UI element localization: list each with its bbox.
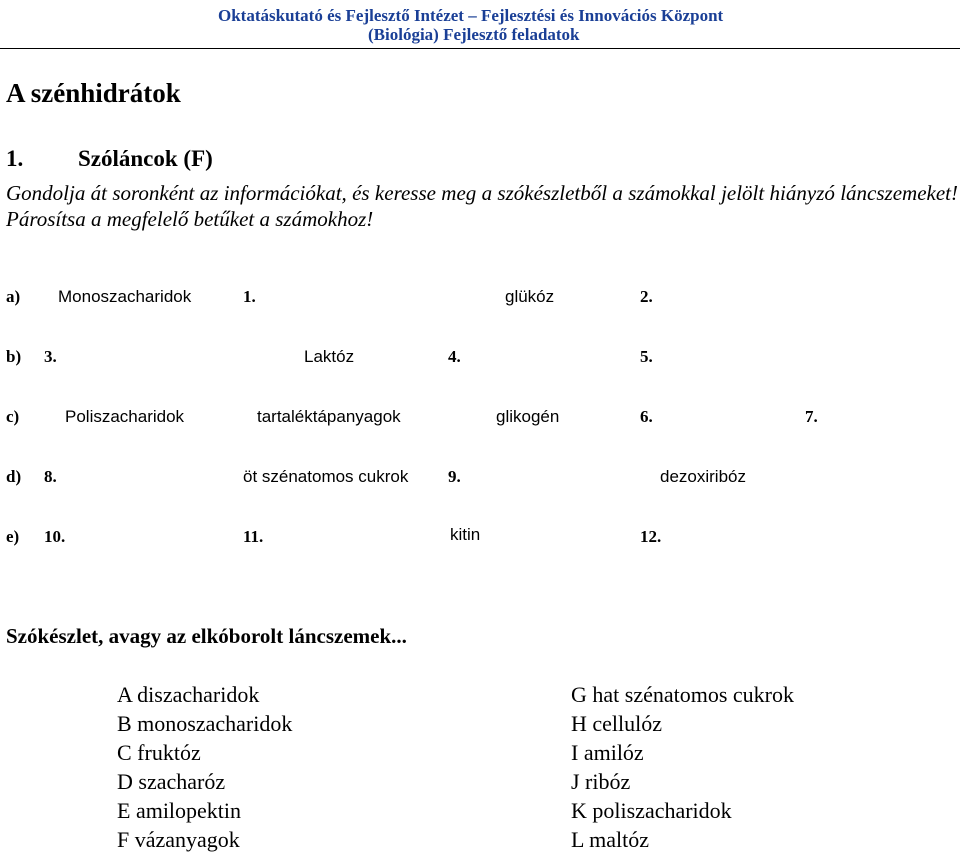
section-title — [6, 146, 213, 172]
wordbank-item: K poliszacharidok — [571, 798, 732, 823]
section-number: 1. — [6, 146, 24, 171]
wordbank-item: B monoszacharidok — [117, 711, 293, 736]
chain-cell: tartaléktápanyagok — [257, 407, 401, 426]
blank-slot: 3. — [44, 347, 57, 366]
header-subject: (Biológia) Fejlesztő feladatok — [368, 25, 580, 44]
wordbank-title: Szókészlet, avagy az elkóborolt láncszemek... — [6, 624, 407, 648]
wordbank-item: J ribóz — [571, 769, 631, 794]
wordbank-item: D szacharóz — [117, 769, 226, 794]
row-label-a: a) — [6, 287, 21, 306]
blank-slot: 2. — [640, 287, 653, 306]
wordbank-left-column — [117, 680, 292, 854]
chain-cell: Monoszacharidok — [58, 287, 192, 306]
chain-cell: Poliszacharidok — [65, 407, 185, 426]
header-institute: Oktatáskutató és Fejlesztő Intézet – Fejlesztési és Innovációs Központ — [218, 6, 724, 25]
blank-slot: 6. — [640, 407, 653, 426]
row-label-d: d) — [6, 467, 22, 486]
chain-cell: öt szénatomos cukrok — [243, 467, 409, 486]
row-label-b: b) — [6, 347, 22, 366]
chain-cell: glükóz — [505, 287, 555, 306]
blank-slot: 9. — [448, 467, 461, 486]
wordbank-item: E amilopektin — [117, 798, 242, 823]
blank-slot: 8. — [44, 467, 57, 486]
blank-slot: 7. — [805, 407, 818, 426]
chain-cell: Laktóz — [304, 347, 355, 366]
task-instructions: Gondolja át soronként az információkat, és keresse meg a szókészletből a számokkal jelölt hiányzó láncszemeket! Párosítsa a megfelelő betűket a számokhoz! — [6, 181, 958, 231]
wordbank-item: L maltóz — [571, 827, 649, 852]
row-label-c: c) — [6, 407, 20, 426]
wordbank-right-column — [571, 680, 794, 854]
document-title: A szénhidrátok — [6, 78, 181, 108]
blank-slot: 11. — [243, 527, 264, 546]
page-header — [0, 0, 960, 49]
wordbank-item: I amilóz — [571, 740, 644, 765]
blank-slot: 1. — [243, 287, 256, 306]
wordbank-item: H cellulóz — [571, 711, 663, 736]
wordbank-item: C fruktóz — [117, 740, 201, 765]
chain-cell: kitin — [450, 525, 481, 544]
section-name: Szóláncok (F) — [78, 146, 213, 171]
blank-slot: 4. — [448, 347, 461, 366]
chain-cell: dezoxiribóz — [660, 467, 746, 486]
blank-slot: 5. — [640, 347, 653, 366]
blank-slot: 10. — [44, 527, 66, 546]
wordbank-item: A diszacharidok — [117, 682, 260, 707]
chain-cell: glikogén — [496, 407, 560, 426]
wordbank-item: F vázanyagok — [117, 827, 240, 852]
wordbank-item: G hat szénatomos cukrok — [571, 682, 794, 707]
row-label-e: e) — [6, 527, 20, 546]
blank-slot: 12. — [640, 527, 662, 546]
